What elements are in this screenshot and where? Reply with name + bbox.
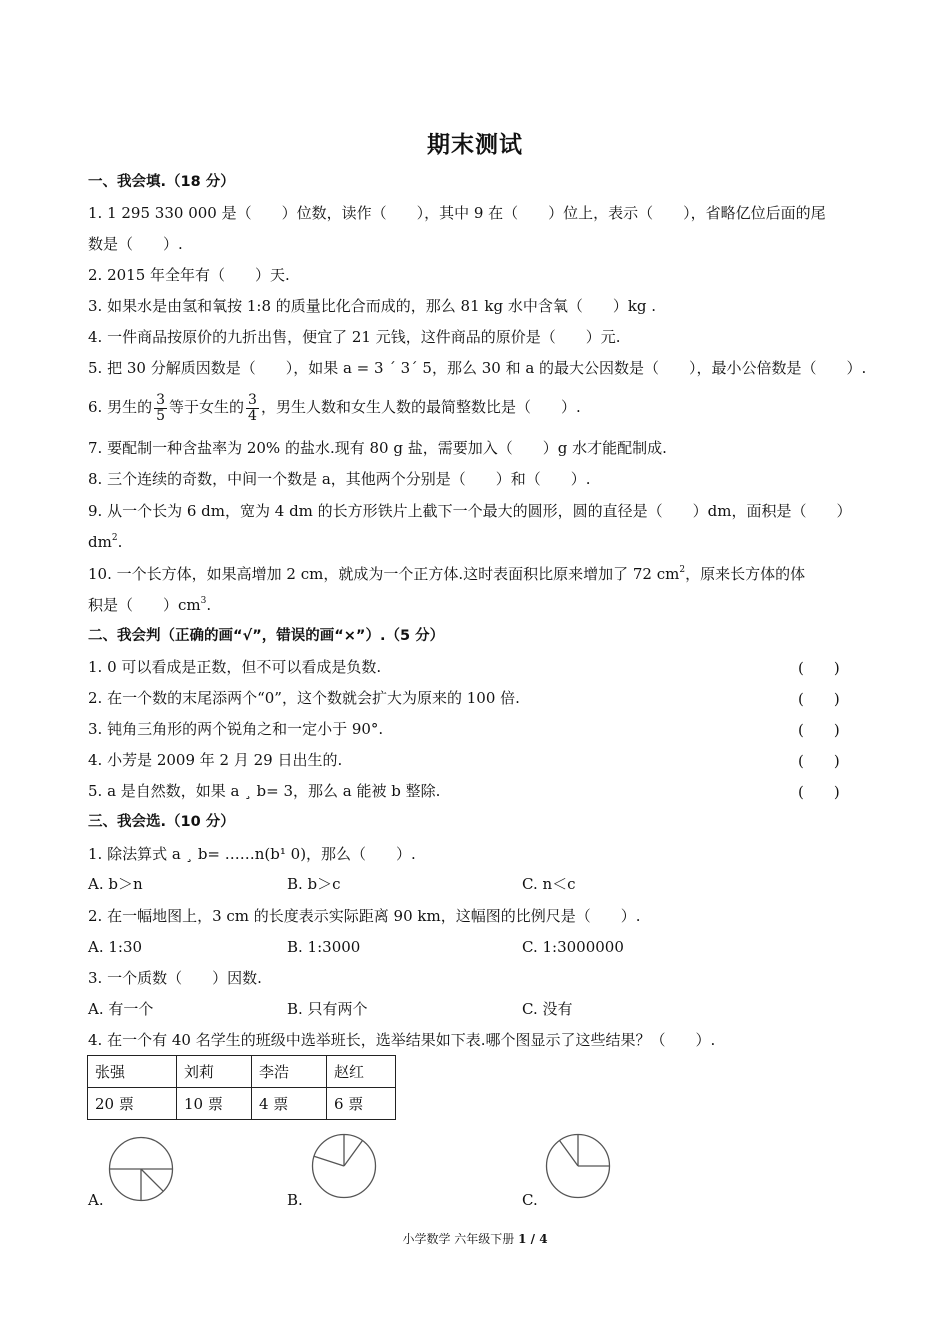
s1-q9-line1: 9. 从一个长为 6 dm，宽为 4 dm 的长方形铁片上截下一个最大的圆形，圆的直径是（ ）dm，面积是（ ）	[88, 502, 852, 520]
q10-text: 10. 一个长方体，如果高增加 2 cm，就成为一个正方体.这时表面积比原来增加了 72 cm	[88, 565, 680, 583]
s1-q3: 3. 如果水是由氢和氧按 1:8 的质量比化合而成的，那么 81 kg 水中含氧（ ）kg .	[88, 297, 657, 315]
s1-q9-line2	[88, 532, 868, 552]
s1-q8: 8. 三个连续的奇数，中间一个数是 a，其他两个分别是（ ）和（ ）.	[88, 470, 591, 488]
answer-paren: ( )	[798, 690, 840, 708]
votes-table	[87, 1055, 396, 1120]
period: .	[206, 596, 212, 614]
s2-item-2: 2. 在一个数的末尾添两个“0”，这个数就会扩大为原来的 100 倍.	[88, 689, 520, 707]
table-cell: 4 票	[252, 1088, 327, 1120]
q10-text-2: 积是（ ）cm	[88, 596, 201, 614]
fraction-3-4: $\frac{3}{4}$	[248, 391, 257, 424]
q6-suffix: ，男生人数和女生人数的最简整数比是（ ）.	[260, 398, 581, 416]
unit-dm: dm	[88, 533, 112, 551]
superscript: 3	[200, 596, 207, 606]
s1-q6	[88, 388, 868, 426]
table-cell: 李浩	[252, 1056, 327, 1088]
s3-q4-option-a: A.	[88, 1191, 104, 1209]
s3-q4-option-b: B.	[287, 1191, 303, 1209]
table-cell: 刘莉	[177, 1056, 252, 1088]
pie-chart-option-c	[545, 1133, 611, 1199]
answer-paren: ( )	[798, 752, 840, 770]
superscript: 2	[111, 533, 118, 543]
s3-q1-option-b: B. b＞c	[287, 875, 341, 893]
s1-q4: 4. 一件商品按原价的九折出售，便宜了 21 元钱，这件商品的原价是（ ）元.	[88, 328, 621, 346]
s1-q10-line2	[88, 595, 868, 615]
s3-q4: 4. 在一个有 40 名学生的班级中选举班长，选举结果如下表.哪个图显示了这些结果？（ ）.	[88, 1031, 716, 1049]
s3-q3-option-a: A. 有一个	[88, 1000, 154, 1018]
table-cell: 6 票	[327, 1088, 396, 1120]
s3-q2-option-a: A. 1:30	[88, 938, 143, 956]
s3-q3-option-b: B. 只有两个	[287, 1000, 368, 1018]
superscript: 2	[679, 565, 686, 575]
answer-paren: ( )	[798, 721, 840, 739]
s1-q1-line1: 1. 1 295 330 000 是（ ）位数，读作（ ），其中 9 在（ ）位上，表示（ ），省略亿位后面的尾	[88, 204, 826, 222]
s1-q5: 5. 把 30 分解质因数是（ ），如果 a = 3 ´ 3´ 5，那么 30 和 a 的最大公因数是（ ），最小公倍数是（ ）.	[88, 359, 867, 377]
s1-q7: 7. 要配制一种含盐率为 20% 的盐水.现有 80 g 盐，需要加入（ ）g 水才能配制成.	[88, 439, 667, 457]
s3-q2-option-b: B. 1:3000	[287, 938, 361, 956]
table-cell: 张强	[88, 1056, 177, 1088]
table-row	[88, 1088, 396, 1120]
fraction-3-5: $\frac{3}{5}$	[156, 391, 166, 424]
page-number: 1 / 4	[518, 1232, 548, 1246]
s2-item-4: 4. 小芳是 2009 年 2 月 29 日出生的.	[88, 751, 343, 769]
answer-paren: ( )	[798, 783, 840, 801]
pie-chart-option-a	[108, 1136, 174, 1202]
section3-heading: 三、我会选.（10 分）	[88, 814, 235, 830]
table-cell: 赵红	[327, 1056, 396, 1088]
s3-q2-option-c: C. 1:3000000	[522, 938, 624, 956]
s3-q3-option-c: C. 没有	[522, 1000, 573, 1018]
pie-chart-option-b	[311, 1133, 377, 1199]
q6-prefix: 6. 男生的	[88, 398, 153, 416]
page-footer	[0, 1230, 950, 1247]
s1-q1-line2: 数是（ ）.	[88, 235, 183, 253]
s2-item-3: 3. 钝角三角形的两个锐角之和一定小于 90°.	[88, 720, 384, 738]
q6-middle: 等于女生的	[169, 398, 245, 416]
section2-heading: 二、我会判（正确的画“√”，错误的画“×”）.（5 分）	[88, 628, 445, 644]
page-title: 期末测试	[427, 132, 523, 158]
table-cell: 20 票	[88, 1088, 177, 1120]
s3-q4-option-c: C.	[522, 1191, 538, 1209]
s1-q2: 2. 2015 年全年有（ ）天.	[88, 266, 290, 284]
s2-item-5: 5. a 是自然数，如果 a ¸ b= 3，那么 a 能被 b 整除.	[88, 782, 441, 800]
s3-q3: 3. 一个质数（ ）因数.	[88, 969, 262, 987]
table-cell: 10 票	[177, 1088, 252, 1120]
s2-item-1: 1. 0 可以看成是正数，但不可以看成是负数.	[88, 658, 382, 676]
s1-q10-line1	[88, 564, 868, 584]
q10-text-end: ，原来长方体的体	[685, 565, 806, 583]
section1-heading: 一、我会填.（18 分）	[88, 174, 235, 190]
footer-subject: 小学数学 六年级下册	[402, 1232, 515, 1246]
period: .	[117, 533, 123, 551]
answer-paren: ( )	[798, 659, 840, 677]
table-header-row	[88, 1056, 396, 1088]
s3-q2: 2. 在一幅地图上，3 cm 的长度表示实际距离 90 km，这幅图的比例尺是（ ）.	[88, 907, 641, 925]
s3-q1-option-a: A. b＞n	[88, 875, 143, 893]
s3-q1: 1. 除法算式 a ¸ b= ……n(b¹ 0)，那么（ ）.	[88, 845, 416, 863]
s3-q1-option-c: C. n＜c	[522, 875, 576, 893]
